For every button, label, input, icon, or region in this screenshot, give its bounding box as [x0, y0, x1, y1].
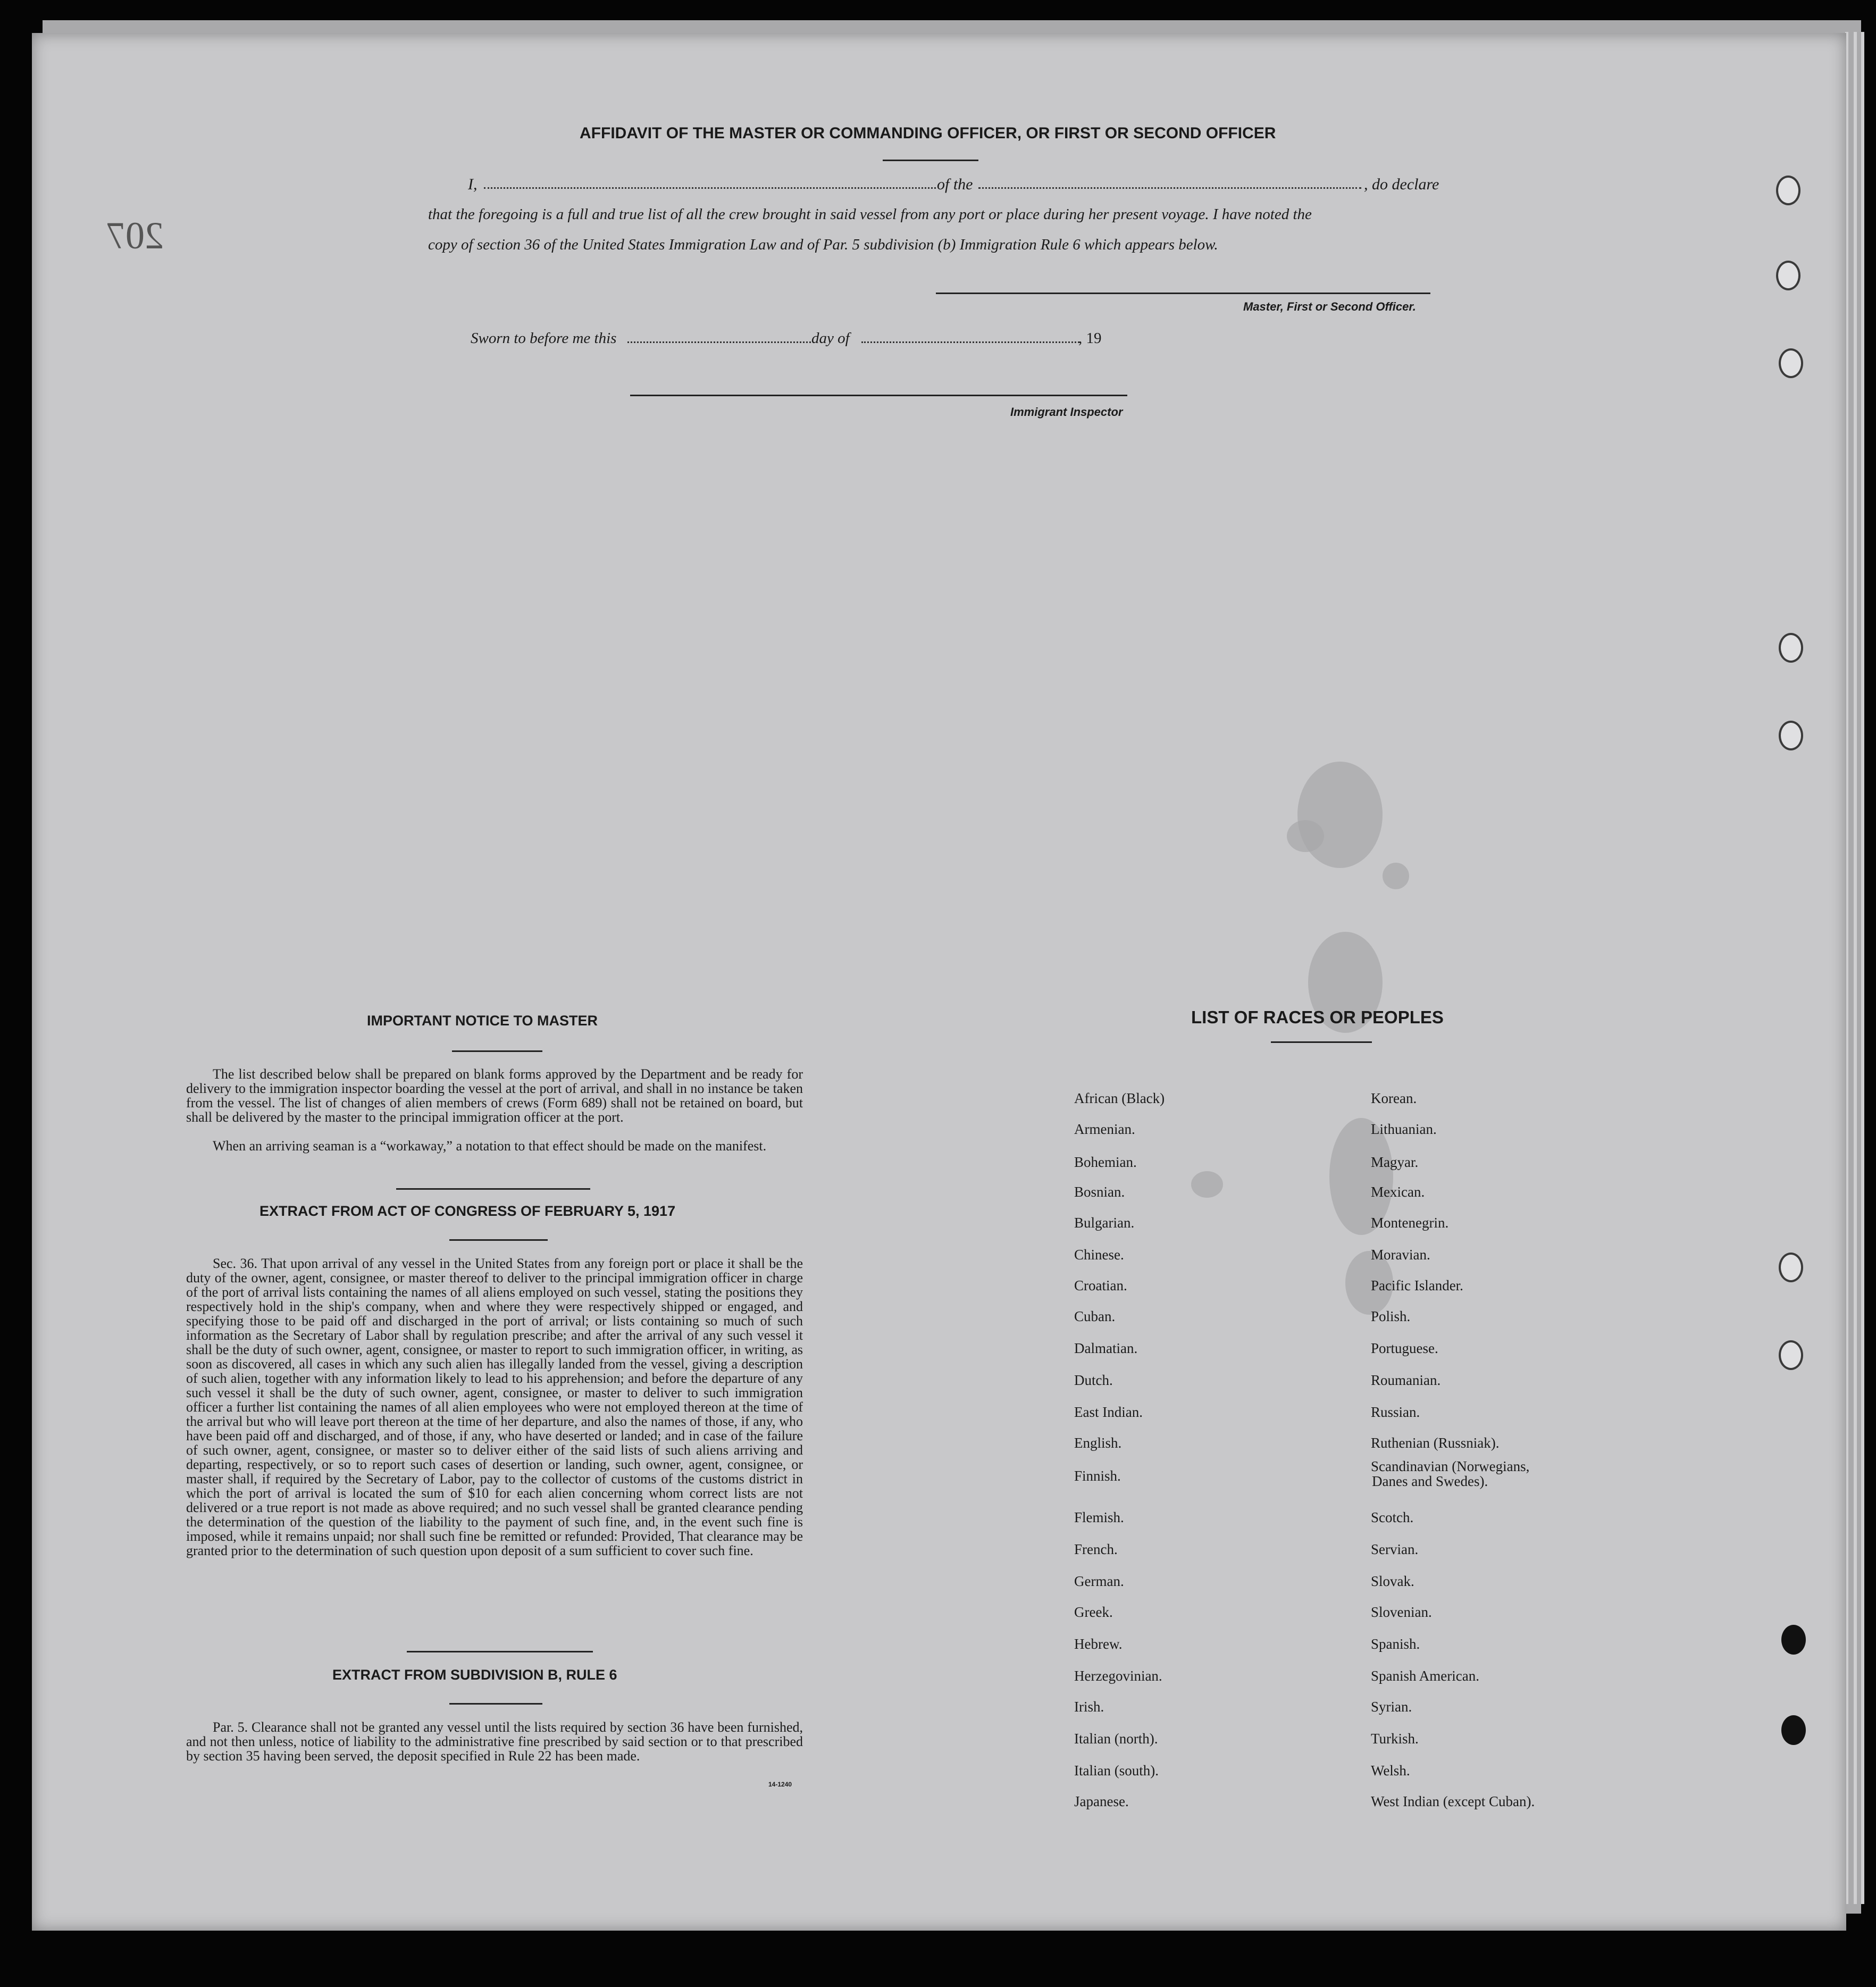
punch-hole: [1781, 1625, 1806, 1655]
affidavit-declare-label: , do declare: [1364, 176, 1439, 193]
race-item: Herzegovinian.: [1074, 1668, 1162, 1684]
race-item: Magyar.: [1371, 1154, 1419, 1170]
affidavit-of-label: of the: [937, 176, 973, 193]
race-item: Slovak.: [1371, 1573, 1414, 1589]
signature-line[interactable]: [936, 293, 1430, 294]
race-item: Moravian.: [1371, 1247, 1430, 1263]
inspector-signature-line[interactable]: [630, 395, 1127, 396]
affidavit-line2: that the foregoing is a full and true list of all the crew brought in said vessel from any port or place during her present voyage. I have noted the: [428, 206, 1312, 223]
extract-act-body: Sec. 36. That upon arrival of any vessel in the United States from any foreign port or place it shall be the duty of the owner, agent, consignee, or master thereof to deliver to the principal immigration officer in charge of the port of arrival lists containing the names of all aliens employed on such vessel, stating the positions they respectively hold in the ship's company, when and where they were respectively shipped or engaged, and specifying those to be paid off and discharged in the port of arrival; or lists containing so much of such information as the Secretary of Labor shall by regulation prescribe; and after the arrival of any such vessel it shall be the duty of such owner, agent, consignee, or master to report to such immigration officer, in writing, as soon as discovered, all cases in which any such alien has illegally landed from the vessel, giving a description of such alien, together with any information likely to lead to his apprehension; and before the departure of any such vessel it shall be the duty of such owner, agent, consignee, or master to deliver to such immigration officer a further list containing the names of all alien employees who were not employed thereon at the time of the arrival but who will leave port thereon at the time of her departure, and also the names of those, if any, who have been paid off and discharged, and of those, if any, who have deserted or landed; and in case of the failure of such owner, agent, consignee, or master so to deliver either of the said lists of such aliens arriving and departing, respectively, or so to report such cases of desertion or landing, such owner, agent, consignee, or master shall, if required by the Secretary of Labor, pay to the collector of customs of the customs district in which the port of arrival is located the sum of $10 for each alien concerning whom correct lists are not delivered or a true report is not made as above required; and no such vessel shall be granted clearance pending the determination of the question of the liability to the payment of such fine, and, in the event such fine is imposed, while it remains unpaid; nor shall such fine be remitted or refunded: Provided, That clearance may be granted prior to the determination of such question upon deposit of a sum sufficient to cover such fine.: [186, 1256, 803, 1558]
punch-hole: [1776, 176, 1800, 205]
affidavit-line3: copy of section 36 of the United States Immigration Law and of Par. 5 subdivision (b) Immigration Rule 6 which appears below.: [428, 236, 1218, 253]
extract-act-title: EXTRACT FROM ACT OF CONGRESS OF FEBRUARY 5, 1917: [259, 1203, 676, 1219]
page-edge: [1854, 32, 1857, 1904]
signature-label: Master, First or Second Officer.: [1243, 300, 1416, 313]
vessel-field[interactable]: [978, 187, 1361, 189]
race-item: Montenegrin.: [1371, 1215, 1449, 1231]
race-item: Cuban.: [1074, 1308, 1116, 1324]
affidavit-title: AFFIDAVIT OF THE MASTER OR COMMANDING OFFICER, OR FIRST OR SECOND OFFICER: [580, 124, 1276, 142]
race-item: Chinese.: [1074, 1247, 1124, 1263]
page-edge: [1861, 32, 1864, 1904]
race-item: English.: [1074, 1435, 1122, 1451]
race-item: Syrian.: [1371, 1699, 1412, 1715]
race-item: Pacific Islander.: [1371, 1278, 1463, 1293]
race-item: Spanish.: [1371, 1636, 1420, 1652]
race-item: Bulgarian.: [1074, 1215, 1135, 1231]
race-item: German.: [1074, 1573, 1124, 1589]
notice-paragraph-1: The list described below shall be prepared on blank forms approved by the Department and be ready for delivery to the immigration inspector boarding the vessel at the port of arrival, and shall in no instance be taken from the vessel. The list of changes of alien members of crews (Form 689) shall not be retained on board, but shall be delivered by the master to the principal immigration officer at the port.: [186, 1066, 803, 1125]
punch-hole: [1779, 348, 1803, 378]
race-item: Welsh.: [1371, 1763, 1410, 1779]
race-item: Slovenian.: [1371, 1604, 1432, 1620]
race-item: Croatian.: [1074, 1278, 1127, 1293]
name-field[interactable]: [484, 187, 936, 189]
punch-hole: [1776, 261, 1800, 290]
race-item: Danes and Swedes).: [1372, 1473, 1488, 1489]
notice-title: IMPORTANT NOTICE TO MASTER: [367, 1013, 598, 1029]
race-item: Greek.: [1074, 1604, 1113, 1620]
sworn-day-field[interactable]: [627, 341, 811, 343]
sworn-month-field[interactable]: [861, 341, 1079, 343]
race-item: Spanish American.: [1371, 1668, 1479, 1684]
race-item: Bosnian.: [1074, 1184, 1125, 1200]
extract-rule-title: EXTRACT FROM SUBDIVISION B, RULE 6: [332, 1667, 617, 1683]
race-item: Ruthenian (Russniak).: [1371, 1435, 1500, 1451]
race-item: Irish.: [1074, 1699, 1104, 1715]
race-item: Roumanian.: [1371, 1372, 1441, 1388]
punch-hole: [1779, 1340, 1803, 1370]
sworn-label: Sworn to before me this: [471, 330, 617, 347]
race-item: Bohemian.: [1074, 1154, 1137, 1170]
race-item: Portuguese.: [1371, 1340, 1438, 1356]
year-label: , 19: [1078, 330, 1102, 347]
punch-hole: [1779, 1253, 1803, 1282]
race-item: Italian (south).: [1074, 1763, 1159, 1779]
race-item: East Indian.: [1074, 1404, 1143, 1420]
race-item: Lithuanian.: [1371, 1121, 1437, 1137]
race-item: Dalmatian.: [1074, 1340, 1138, 1356]
race-item: African (Black): [1074, 1090, 1165, 1106]
race-item: Armenian.: [1074, 1121, 1135, 1137]
day-of-label: day of: [811, 330, 850, 347]
race-item: Finnish.: [1074, 1468, 1121, 1484]
punch-hole: [1781, 1715, 1806, 1745]
race-item: Servian.: [1371, 1541, 1419, 1557]
document-page: [32, 33, 1846, 1931]
race-item: Korean.: [1371, 1090, 1417, 1106]
race-item: Polish.: [1371, 1308, 1411, 1324]
race-item: Flemish.: [1074, 1509, 1124, 1525]
inspector-label: Immigrant Inspector: [1010, 405, 1123, 419]
race-item: Italian (north).: [1074, 1731, 1158, 1747]
extract-rule-body: Par. 5. Clearance shall not be granted any vessel until the lists required by section 36 have been furnished, and not then unless, notice of liability to the administrative fine prescribed by said section or to that prescribed by section 35 having been served, the deposit specified in Rule 22 has been made.: [186, 1719, 803, 1764]
race-item: Mexican.: [1371, 1184, 1425, 1200]
affidavit-i-label: I,: [468, 176, 478, 193]
race-item: Scandinavian (Norwegians,: [1371, 1458, 1530, 1474]
race-item: Japanese.: [1074, 1793, 1129, 1809]
punch-hole: [1779, 721, 1803, 750]
race-item: Russian.: [1371, 1404, 1420, 1420]
form-number: 14-1240: [768, 1781, 792, 1788]
race-item: Dutch.: [1074, 1372, 1113, 1388]
race-item: Hebrew.: [1074, 1636, 1123, 1652]
race-item: Turkish.: [1371, 1731, 1419, 1747]
margin-number: 207: [106, 214, 164, 257]
race-item: French.: [1074, 1541, 1118, 1557]
notice-paragraph-2: When an arriving seaman is a “workaway,” a notation to that effect should be made on the manifest.: [213, 1138, 767, 1154]
race-item: West Indian (except Cuban).: [1371, 1793, 1535, 1809]
race-item: Scotch.: [1371, 1509, 1414, 1525]
races-title: LIST OF RACES OR PEOPLES: [1191, 1007, 1444, 1027]
punch-hole: [1779, 633, 1803, 663]
